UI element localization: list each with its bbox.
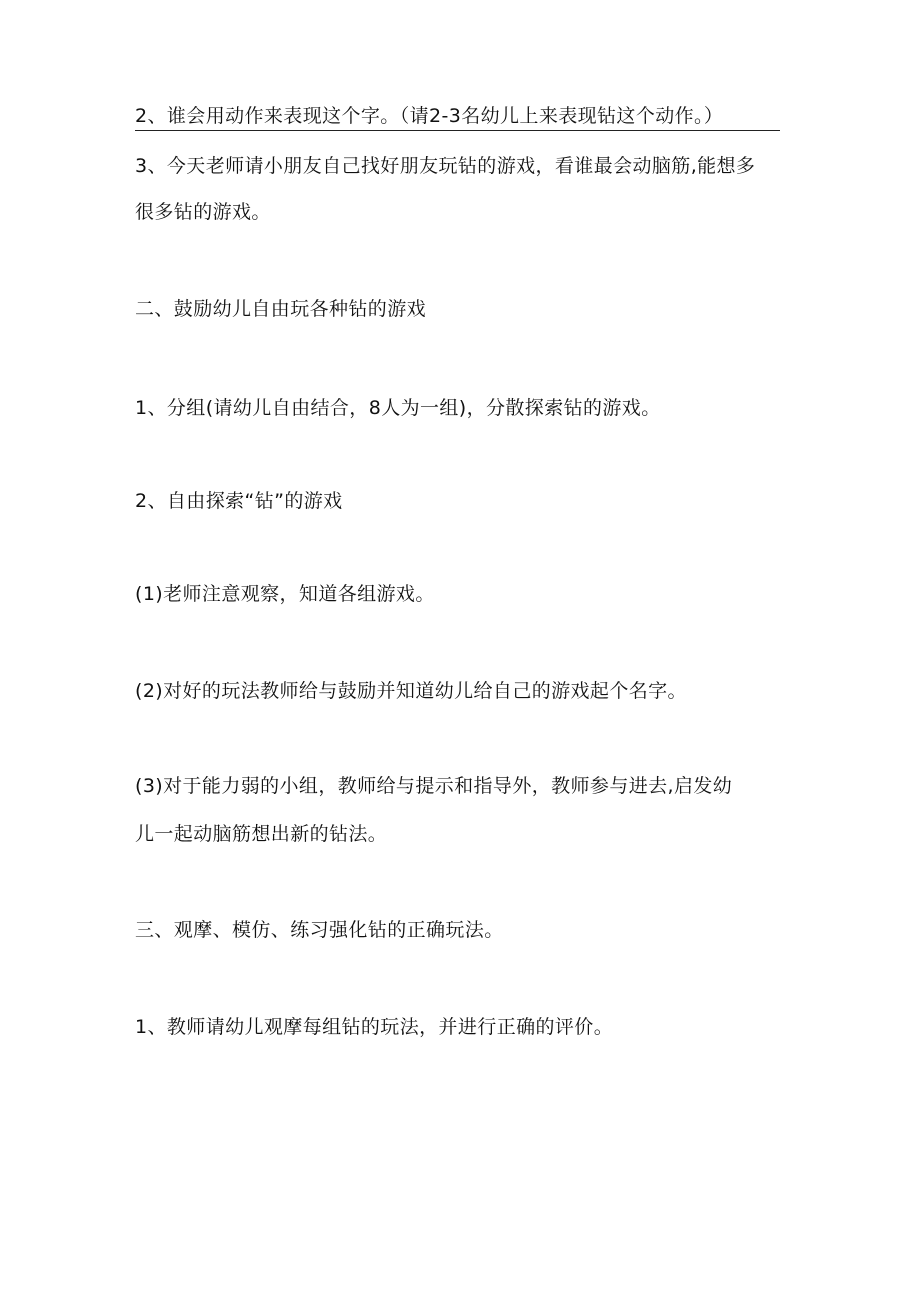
step-3-line: 3、今天老师请小朋友自己找好朋友玩钻的游戏，看谁最会动脑筋,能想多 [135, 155, 756, 177]
section-2-step-1: 1、分组(请幼儿自由结合，8人为一组)，分散探索钻的游戏。 [135, 397, 661, 419]
step-3-continuation: 很多钻的游戏。 [135, 201, 271, 223]
section-3-step-1: 1、教师请幼儿观摩每组钻的玩法，并进行正确的评价。 [135, 1016, 614, 1038]
substep-1: (1)老师注意观察，知道各组游戏。 [135, 583, 435, 605]
section-2-heading: 二、鼓励幼儿自由玩各种钻的游戏 [135, 298, 427, 320]
section-2-step-2: 2、自由探索“钻”的游戏 [135, 490, 343, 512]
substep-3-continuation: 儿一起动脑筋想出新的钻法。 [135, 823, 388, 845]
substep-2: (2)对好的玩法教师给与鼓励并知道幼儿给自己的游戏起个名字。 [135, 680, 687, 702]
step-2-line: 2、谁会用动作来表现这个字。（请2-3名幼儿上来表现钻这个动作。） [135, 104, 780, 131]
substep-3: (3)对于能力弱的小组，教师给与提示和指导外，教师参与进去,启发幼 [135, 775, 733, 797]
section-3-heading: 三、观摩、模仿、练习强化钻的正确玩法。 [135, 919, 504, 941]
